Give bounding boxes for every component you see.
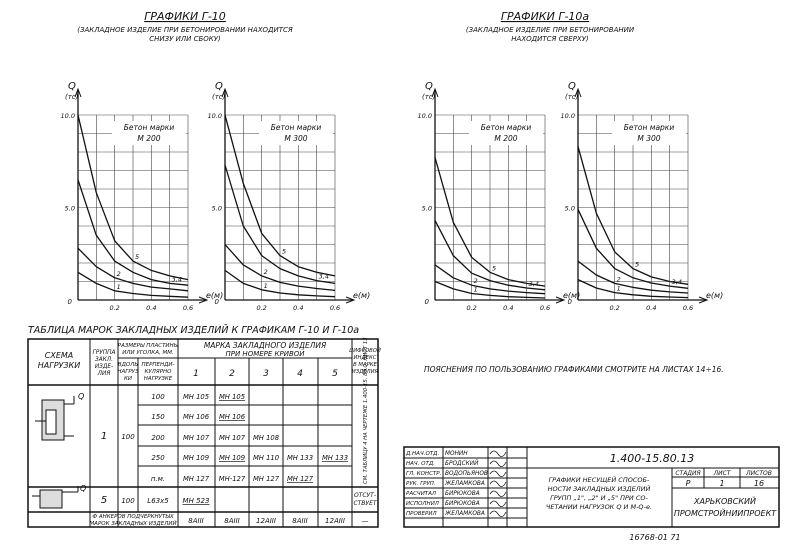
curve-label: 2 bbox=[616, 275, 621, 284]
chart-4 bbox=[561, 81, 724, 312]
x-tick: 0.6 bbox=[682, 304, 694, 312]
h-group-2: ЗАКЛ. bbox=[95, 357, 113, 363]
mark-cell: МН 133 bbox=[321, 454, 349, 462]
mark-cell: МН 107 bbox=[218, 434, 246, 442]
y-tick: 10.0 bbox=[560, 112, 575, 120]
perp-value: 200 bbox=[151, 434, 165, 442]
x-tick: 0.6 bbox=[329, 304, 341, 312]
scheme1-q: Q bbox=[78, 392, 85, 401]
staff-role: НАЧ. ОТД. bbox=[406, 461, 435, 467]
desc-1: ГРАФИКИ НЕСУЩЕЙ СПОСОБ- bbox=[548, 476, 650, 484]
y-tick: 5.0 bbox=[564, 204, 575, 213]
curve-label: 5 bbox=[282, 247, 287, 256]
y-unit: (тс) bbox=[565, 93, 579, 101]
signature bbox=[490, 461, 506, 467]
signature bbox=[490, 501, 506, 507]
y-unit: (тс) bbox=[212, 93, 226, 101]
curve-label: 5 bbox=[492, 264, 497, 273]
staff-name: ВОДОПЬЯНОВ bbox=[445, 471, 488, 477]
h-along-2: НАГРУЗ bbox=[117, 369, 139, 375]
h-index-2: ИНДЕКС bbox=[353, 355, 377, 361]
y-label: Q bbox=[425, 81, 433, 92]
h-scheme-2: НАГРУЗКИ bbox=[37, 361, 81, 370]
y-unit: (тс) bbox=[65, 93, 79, 101]
curve-label: 3,4 bbox=[671, 278, 683, 287]
x-tick: 0.4 bbox=[293, 304, 304, 312]
sheet: 1 bbox=[719, 479, 725, 488]
scheme5-q: Q bbox=[80, 484, 87, 493]
staff-name: БРОДСКИЙ bbox=[445, 461, 479, 467]
mark-cell: МН 107 bbox=[182, 434, 210, 442]
x-label: е(м) bbox=[353, 291, 371, 300]
foot-value-6: — bbox=[361, 517, 369, 525]
foot-value-4: 8АIII bbox=[292, 517, 308, 525]
concrete-label: Бетон марки bbox=[480, 123, 532, 132]
signature bbox=[490, 491, 506, 497]
left-group-subtitle-1: (ЗАКЛАДНОЕ ИЗДЕЛИЕ ПРИ БЕТОНИРОВАНИИ НАХОДИТСЯ bbox=[77, 26, 293, 34]
signature bbox=[490, 511, 506, 517]
y-tick: 10.0 bbox=[417, 112, 432, 120]
curve-label: 1 bbox=[263, 281, 268, 290]
concrete-label: Бетон марки bbox=[270, 123, 322, 132]
foot-label-2: МАРОК ЗАКЛАДНЫХ ИЗДЕЛИЙ bbox=[89, 521, 177, 527]
doc-number: 1.400-15.80.13 bbox=[609, 452, 695, 465]
h-perp-2: КУЛЯРНО bbox=[144, 369, 172, 375]
charts-layer bbox=[61, 81, 724, 312]
h-curve-3: 3 bbox=[263, 369, 269, 379]
h-dims-1: РАЗМЕРЫ ПЛАСТИНЫ bbox=[117, 343, 179, 349]
foot-value-2: 8АIII bbox=[224, 517, 240, 525]
table-header bbox=[38, 341, 381, 382]
footer-code: 16768-01 71 bbox=[629, 533, 681, 542]
x-tick: 0.4 bbox=[146, 304, 157, 312]
left-group-title: ГРАФИКИ Г-10 bbox=[144, 10, 226, 23]
staff-name: БИРЮКОВА bbox=[445, 491, 480, 497]
group5-along: 100 bbox=[121, 497, 135, 505]
concrete-grade: М 200 bbox=[494, 134, 518, 143]
mark-cell: МН 109 bbox=[218, 454, 246, 462]
concrete-label: Бетон марки bbox=[623, 123, 675, 132]
h-mark-2: ПРИ НОМЕРЕ КРИВОЙ bbox=[225, 350, 305, 358]
foot-value-3: 12АIII bbox=[256, 517, 276, 525]
curve-label: 2 bbox=[473, 277, 478, 286]
y-tick: 10.0 bbox=[207, 112, 222, 120]
mark-cell: МН 109 bbox=[182, 454, 210, 462]
curve-label: 3,4 bbox=[171, 275, 183, 284]
concrete-grade: М 200 bbox=[137, 134, 161, 143]
mark-cell: МН 106 bbox=[218, 413, 246, 421]
staff-role: ИСПОЛНИЛ bbox=[406, 501, 439, 507]
h-index-1: ЦИФРОВОЙ bbox=[349, 348, 381, 354]
foot-label-1: Ф АНКЕРОВ ПОДЧЕРКНУТЫХ bbox=[92, 514, 174, 520]
foot-value-5: 12АIII bbox=[325, 517, 345, 525]
mark-cell: МН 133 bbox=[286, 454, 314, 462]
staff-name: ЖЕЛАМКОВА bbox=[445, 511, 485, 517]
curve-label: 5 bbox=[635, 260, 640, 269]
group1-along: 100 bbox=[121, 433, 135, 441]
perp-value: 250 bbox=[151, 454, 165, 462]
org-1: ХАРЬКОВСКИЙ bbox=[694, 497, 756, 506]
sheets: 16 bbox=[753, 479, 765, 488]
y-tick: 0 bbox=[567, 298, 572, 306]
staff-list bbox=[405, 451, 506, 517]
h-along-1: ВДОЛЬ bbox=[117, 362, 139, 368]
right-group-subtitle-2: НАХОДИТСЯ СВЕРХУ) bbox=[511, 35, 589, 43]
x-label: е(м) bbox=[206, 291, 224, 300]
curve-label: 5 bbox=[135, 253, 140, 262]
y-tick: 0 bbox=[67, 298, 72, 306]
h-group-3: ИЗДЕ- bbox=[94, 364, 114, 370]
curve-label: 2 bbox=[263, 267, 268, 276]
chart-2 bbox=[208, 81, 371, 312]
group5-index-1: ОТСУТ- bbox=[353, 492, 377, 499]
group5-c1: МН 523 bbox=[182, 497, 210, 505]
right-group-subtitle-1: (ЗАКЛАДНОЕ ИЗДЕЛИЕ ПРИ БЕТОНИРОВАНИИ bbox=[465, 26, 635, 34]
curve-label: 1 bbox=[473, 285, 478, 294]
org-2: ПРОМСТРОЙНИИПРОЕКТ bbox=[673, 509, 777, 518]
staff-role: ПРОВЕРИЛ bbox=[406, 511, 437, 517]
group5-perp: L63х5 bbox=[147, 497, 169, 505]
mark-cell: МН 127 bbox=[182, 475, 210, 483]
staff-name: ЖЕЛАМКОВА bbox=[445, 481, 485, 487]
x-tick: 0.6 bbox=[539, 304, 551, 312]
y-tick: 10.0 bbox=[60, 112, 75, 120]
table-title: ТАБЛИЦА МАРОК ЗАКЛАДНЫХ ИЗДЕЛИЙ К ГРАФИКАМ Г-10 И Г-10а bbox=[28, 325, 360, 336]
curve-label: 3,4 bbox=[318, 272, 330, 281]
concrete-grade: М 300 bbox=[284, 134, 308, 143]
signature bbox=[490, 481, 506, 487]
group5-index-2: СТВУЕТ bbox=[353, 500, 377, 507]
stage: Р bbox=[685, 479, 691, 488]
mark-cell: МН 105 bbox=[218, 393, 246, 401]
chart-1 bbox=[61, 81, 224, 312]
usage-note: ПОЯСНЕНИЯ ПО ПОЛЬЗОВАНИЮ ГРАФИКАМИ СМОТРИТЕ НА ЛИСТАХ 14÷16. bbox=[424, 365, 724, 374]
mark-cell: МН 108 bbox=[252, 434, 280, 442]
mark-cell: МН 127 bbox=[252, 475, 280, 483]
x-tick: 0.2 bbox=[466, 304, 477, 312]
h-curve-5: 5 bbox=[332, 369, 338, 379]
x-tick: 0.2 bbox=[256, 304, 267, 312]
desc-2: НОСТИ ЗАКЛАДНЫХ ИЗДЕЛИЙ bbox=[547, 485, 651, 493]
y-unit: (тс) bbox=[422, 93, 436, 101]
right-group-title: ГРАФИКИ Г-10а bbox=[500, 10, 590, 23]
mark-cell: МН-127 bbox=[218, 475, 246, 483]
curve-label: 3,4 bbox=[528, 279, 540, 288]
signature bbox=[490, 451, 506, 457]
foot-value-1: 8АIII bbox=[188, 517, 204, 525]
desc-3: ГРУПП „1", „2" И „5" ПРИ СО- bbox=[550, 494, 648, 502]
y-label: Q bbox=[68, 81, 76, 92]
group1-number: 1 bbox=[100, 431, 108, 442]
staff-role: ГЛ. КОНСТР. bbox=[406, 471, 442, 477]
staff-name: МОНИН bbox=[445, 451, 468, 457]
y-tick: 0 bbox=[214, 298, 219, 306]
scheme-group1 bbox=[35, 392, 84, 440]
h-along-3: КИ bbox=[123, 376, 133, 382]
h-perp-1: ПЕРПЕНДИ- bbox=[141, 362, 175, 368]
group1-index: СМ. ТАБЛИЦУ 4 НА ЧЕРТЕЖЕ 1.400-15. 80.0, ЛИСТ 13 bbox=[363, 337, 369, 484]
concrete-label: Бетон марки bbox=[123, 123, 175, 132]
h-curve-2: 2 bbox=[229, 369, 235, 379]
mark-cell: МН 105 bbox=[182, 393, 210, 401]
group5-number: 5 bbox=[100, 495, 108, 506]
h-index-4: ИЗДЕЛИЯ bbox=[351, 369, 379, 375]
x-tick: 0.2 bbox=[609, 304, 620, 312]
y-tick: 5.0 bbox=[421, 204, 432, 213]
h-perp-3: НАГРУЗКЕ bbox=[143, 376, 173, 382]
h-mark-1: МАРКА ЗАКЛАДНОГО ИЗДЕЛИЯ bbox=[203, 341, 327, 350]
h-scheme-1: СХЕМА bbox=[44, 351, 74, 360]
chart-3 bbox=[418, 81, 581, 312]
mark-cell: МН 127 bbox=[286, 475, 314, 483]
perp-value: п.м. bbox=[150, 475, 166, 483]
y-tick: 5.0 bbox=[64, 204, 75, 213]
h-curve-1: 1 bbox=[193, 369, 199, 379]
x-label: е(м) bbox=[563, 291, 581, 300]
h-curve-4: 4 bbox=[297, 369, 303, 379]
left-group-subtitle-2: СНИЗУ ИЛИ СБОКУ) bbox=[149, 35, 221, 43]
h-sheets: ЛИСТОВ bbox=[746, 470, 772, 477]
x-tick: 0.4 bbox=[646, 304, 657, 312]
perp-value: 150 bbox=[151, 413, 165, 421]
staff-role: Д.НАЧ.ОТД. bbox=[406, 451, 440, 457]
staff-name: БИРЮКОВА bbox=[445, 501, 480, 507]
curve-label: 2 bbox=[116, 269, 121, 278]
y-tick: 0 bbox=[424, 298, 429, 306]
mark-cell: МН 106 bbox=[182, 413, 210, 421]
x-tick: 0.4 bbox=[503, 304, 514, 312]
h-group-4: ЛИЯ bbox=[97, 371, 111, 377]
perp-value: 100 bbox=[151, 393, 165, 401]
y-tick: 5.0 bbox=[211, 204, 222, 213]
y-label: Q bbox=[568, 81, 576, 92]
concrete-grade: М 300 bbox=[637, 134, 661, 143]
h-stage: СТАДИЯ bbox=[675, 470, 701, 477]
h-sheet: ЛИСТ bbox=[713, 470, 731, 477]
curve-label: 1 bbox=[616, 284, 621, 293]
staff-role: РАСЧИТАЛ bbox=[406, 491, 437, 497]
y-label: Q bbox=[215, 81, 223, 92]
h-dims-2: ИЛИ УГОЛКА, ММ. bbox=[122, 350, 174, 356]
curve-label: 1 bbox=[116, 282, 121, 291]
signature bbox=[490, 471, 506, 477]
staff-role: РУК. ГРУП. bbox=[406, 481, 436, 487]
h-index-3: В МАРКЕ bbox=[353, 362, 377, 368]
desc-4: ЧЕТАНИИ НАГРУЗОК Q И М-Q-е. bbox=[545, 503, 653, 511]
x-tick: 0.6 bbox=[182, 304, 194, 312]
x-label: е(м) bbox=[706, 291, 724, 300]
mark-cell: МН 110 bbox=[252, 454, 280, 462]
x-tick: 0.2 bbox=[109, 304, 120, 312]
h-group-1: ГРУППА bbox=[92, 350, 116, 356]
